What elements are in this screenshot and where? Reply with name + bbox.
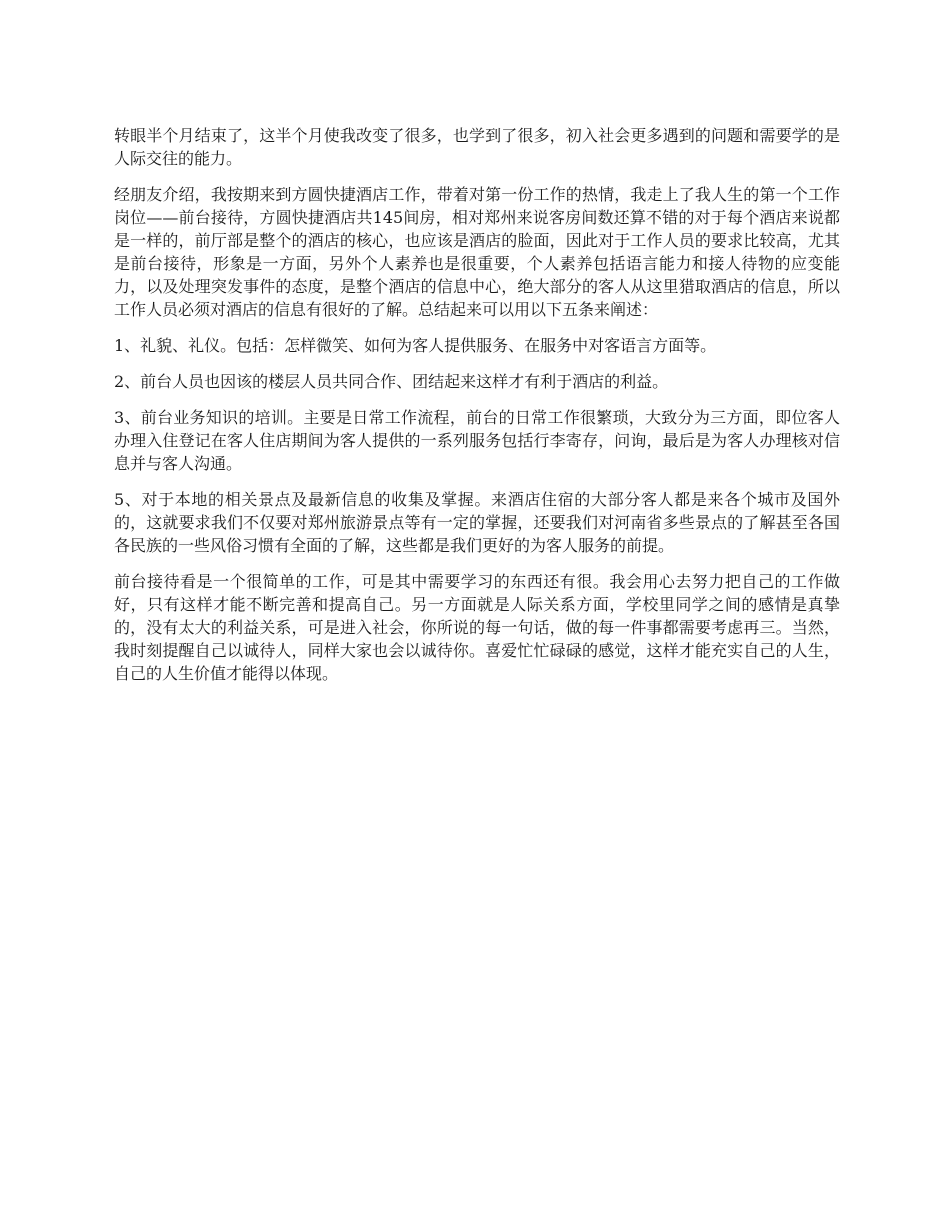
list-item-etiquette: 1、礼貌、礼仪。包括：怎样微笑、如何为客人提供服务、在服务中对客语言方面等。 bbox=[114, 336, 717, 355]
document-body bbox=[114, 124, 840, 698]
list-item-training: 3、前台业务知识的培训。主要是日常工作流程，前台的日常工作很繁琐，大致分为三方面，即位客人办理入住登记在客人住店期间为客人提供的一系列服务包括行李寄存，问询，最后是为客人办理核对信息并与客人沟通。 bbox=[114, 408, 840, 473]
paragraph-conclusion: 前台接待看是一个很简单的工作，可是其中需要学习的东西还有很。我会用心去努力把自己的工作做好，只有这样才能不断完善和提高自己。另一方面就是人际关系方面，学校里同学之间的感情是真挚的，没有太大的利益关系，可是进入社会，你所说的每一句话，做的每一件事都需要考虑再三。当然，我时刻提醒自己以诚待人，同样大家也会以诚待你。喜爱忙忙碌碌的感觉，这样才能充实自己的人生，自己的人生价值才能得以体现。 bbox=[114, 572, 840, 683]
list-item-local-info: 5、对于本地的相关景点及最新信息的收集及掌握。来酒店住宿的大部分客人都是来各个城市及国外的，这就要求我们不仅要对郑州旅游景点等有一定的掌握，还要我们对河南省多些景点的了解甚至各国各民族的一些风俗习惯有全面的了解，这些都是我们更好的为客人服务的前提。 bbox=[114, 490, 840, 555]
paragraph-intro: 转眼半个月结束了，这半个月使我改变了很多，也学到了很多，初入社会更多遇到的问题和需要学的是人际交往的能力。 bbox=[114, 126, 840, 168]
paragraph-job-description: 经朋友介绍，我按期来到方圆快捷酒店工作，带着对第一份工作的热情，我走上了我人生的第一个工作岗位——前台接待，方圆快捷酒店共145间房，相对郑州来说客房间数还算不错的对于每个酒店来说都是一样的，前厅部是整个的酒店的核心，也应该是酒店的脸面，因此对于工作人员的要求比较高，尤其是前台接待，形象是一方面，另外个人素养也是很重要，个人素养包括语言能力和接人待物的应变能力，以及处理突发事件的态度，是整个酒店的信息中心，绝大部分的客人从这里猎取酒店的信息，所以工作人员必须对酒店的信息有很好的了解。总结起来可以用以下五条来阐述： bbox=[114, 185, 840, 319]
list-item-cooperation: 2、前台人员也因该的楼层人员共同合作、团结起来这样才有利于酒店的利益。 bbox=[114, 372, 669, 391]
